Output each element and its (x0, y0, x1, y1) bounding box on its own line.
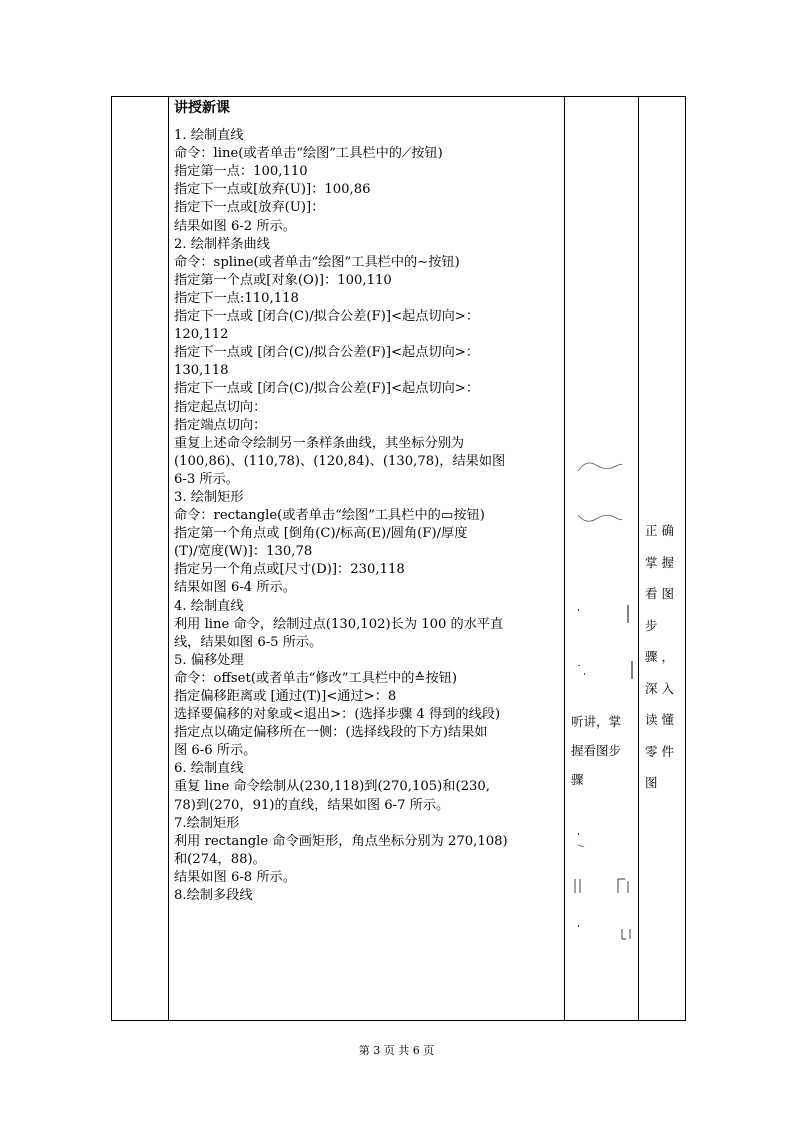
lesson-content (174, 99, 562, 905)
instruction-line: 指定第一点：100,110 (174, 164, 308, 180)
activity-line: 骤 (571, 772, 584, 787)
figure-sketches (570, 447, 636, 947)
instruction-line: 6. 绘制直线 (174, 761, 244, 777)
activity-line: 听讲，掌 (571, 714, 622, 729)
instruction-line: 120,112 (174, 327, 229, 343)
instruction-line: 选择要偏移的对象或<退出>：(选择步骤 4 得到的线段) (174, 707, 501, 723)
section-title: 讲授新课 (174, 100, 230, 116)
instruction-line: 结果如图 6-8 所示。 (174, 869, 296, 885)
instruction-line: 线，结果如图 6-5 所示。 (174, 634, 323, 650)
activity-line: 握看图步 (571, 743, 622, 758)
student-activity (571, 707, 635, 794)
instruction-lines (174, 127, 562, 905)
instruction-line: 图 6-6 所示。 (174, 743, 257, 759)
instruction-line: 5. 偏移处理 (174, 652, 244, 668)
instruction-line: 命令：offset(或者单击“修改”工具栏中的≙按钮) (174, 670, 458, 686)
instruction-line: 指定第一个角点或 [倒角(C)/标高(E)/圆角(F)/厚度 (174, 526, 468, 542)
instruction-line: 指定点以确定偏移所在一侧：(选择线段的下方)结果如 (174, 725, 488, 741)
instruction-line: 利用 rectangle 命令画矩形，角点坐标分别为 270,108) (174, 833, 508, 849)
instruction-line: 指定下一点或 [闭合(C)/拟合公差(F)]<起点切向>： (174, 309, 480, 325)
instruction-line: 8.绘制多段线 (174, 888, 253, 904)
instruction-line: 指定下一点或[放弃(U)]： (174, 200, 325, 216)
column-divider-3 (638, 97, 639, 1020)
instruction-line: 利用 line 命令，绘制过点(130,102)长为 100 的水平直 (174, 616, 504, 632)
instruction-line: 130,118 (174, 363, 229, 379)
lesson-table (111, 96, 686, 1021)
instruction-line: 1. 绘制直线 (174, 128, 244, 144)
instruction-line: 指定另一个角点或[尺寸(D)]：230,118 (174, 562, 405, 578)
goal-line: 正 确 (645, 523, 674, 538)
instruction-line: 指定下一点或 [闭合(C)/拟合公差(F)]<起点切向>： (174, 381, 480, 397)
instruction-line: 结果如图 6-2 所示。 (174, 218, 296, 234)
instruction-line: (T)/宽度(W)]：130,78 (174, 544, 313, 560)
instruction-line: 78)到(270，91)的直线，结果如图 6-7 所示。 (174, 797, 450, 813)
instruction-line: (100,86)、(110,78)、(120,84)、(130,78)，结果如图 (174, 453, 506, 469)
instruction-line: 指定下一点或 [闭合(C)/拟合公差(F)]<起点切向>： (174, 345, 480, 361)
instruction-line: 重复 line 命令绘制从(230,118)到(270,105)和(230, (174, 779, 490, 795)
goal-line: 骤 ， (645, 649, 674, 664)
instruction-line: 指定偏移距离或 [通过(T)]<通过>：8 (174, 689, 397, 704)
page-footer: 第 3 页 共 6 页 (358, 1044, 435, 1057)
goal-line: 零 件 (645, 743, 674, 759)
instruction-line: 命令：spline(或者单击“绘图”工具栏中的∼按钮) (174, 254, 460, 270)
instruction-line: 6-3 所示。 (174, 471, 239, 487)
goal-line: 图 (645, 775, 658, 790)
instruction-line: 2. 绘制样条曲线 (174, 236, 270, 252)
teaching-goal (645, 515, 681, 799)
column-divider-1 (168, 97, 169, 1020)
instruction-line: 和(274，88)。 (174, 851, 266, 867)
instruction-line: 指定第一个点或[对象(O)]：100,110 (174, 272, 392, 288)
instruction-line: 结果如图 6-4 所示。 (174, 580, 296, 596)
instruction-line: 4. 绘制直线 (174, 598, 244, 614)
goal-line: 深 入 (645, 680, 674, 696)
instruction-line: 命令：line(或者单击“绘图”工具栏中的⟋按钮) (174, 146, 443, 162)
instruction-line: 命令：rectangle(或者单击“绘图”工具栏中的▭按钮) (174, 508, 485, 524)
instruction-line: 3. 绘制矩形 (174, 489, 244, 505)
goal-line: 步 (645, 617, 658, 633)
goal-line: 掌 握 (645, 554, 674, 570)
instruction-line: 指定端点切向： (174, 417, 267, 433)
instruction-line: 7.绘制矩形 (174, 815, 240, 831)
instruction-line: 指定下一点:110,118 (174, 290, 299, 306)
column-divider-2 (564, 97, 565, 1020)
instruction-line: 指定起点切向： (174, 399, 267, 415)
instruction-line: 指定下一点或[放弃(U)]：100,86 (174, 182, 371, 198)
goal-line: 读 懂 (645, 712, 674, 727)
goal-line: 看 图 (645, 586, 674, 601)
instruction-line: 重复上述命令绘制另一条样条曲线，其坐标分别为 (174, 435, 465, 451)
